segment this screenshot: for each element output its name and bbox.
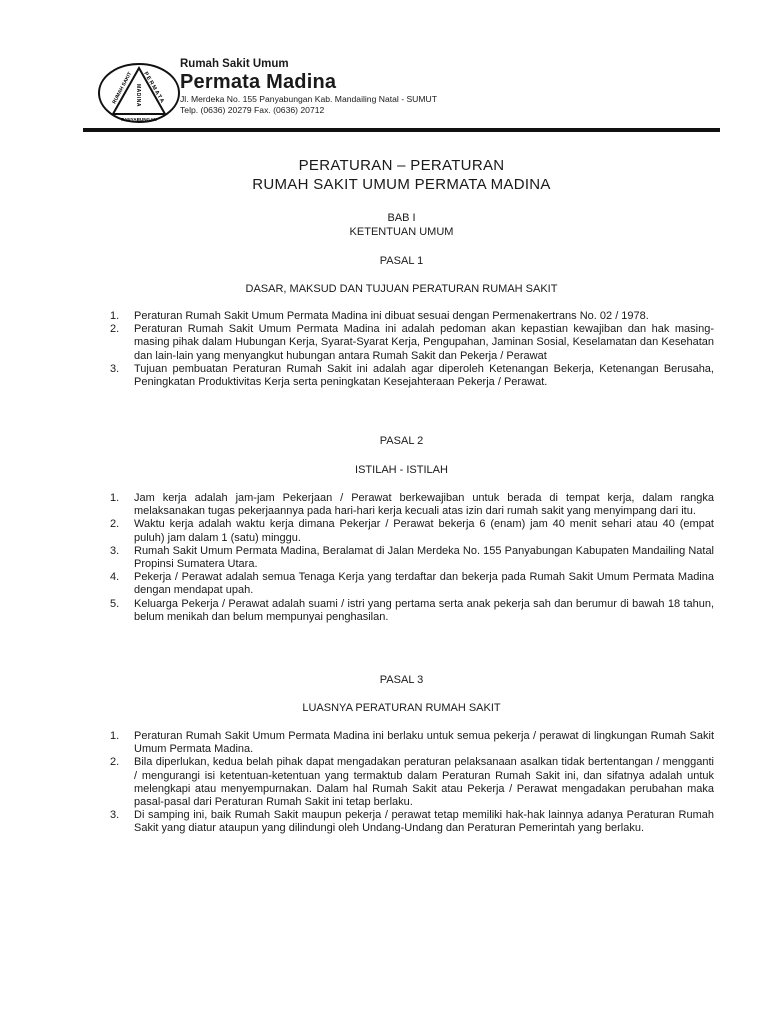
item-number: 5. — [110, 597, 120, 610]
letterhead-divider — [83, 128, 720, 132]
list-item — [110, 363, 714, 389]
item-text: Keluarga Pekerja / Perawat adalah suami / istri yang pertama serta anak pekerja sah dan berumur di bawah 18 tahun, belum menikah dan belum mempunyai penghasilan. — [134, 597, 714, 623]
pasal1-list — [110, 310, 714, 389]
item-number: 2. — [110, 756, 120, 769]
item-text: Waktu kerja adalah waktu kerja dimana Pekerjar / Perawat bekerja 6 (enam) jam 40 menit sehari atau 40 (empat puluh) jam dalam 1 (satu) minggu. — [134, 518, 714, 544]
pasal2-list — [110, 492, 714, 624]
list-item — [110, 323, 714, 363]
list-item — [110, 545, 714, 571]
item-text: Bila diperlukan, kedua belah pihak dapat mengadakan peraturan pelaksanaan asalkan tidak bertentangan / mengganti / mengurangi isi ketentuan-ketentuan yang termaktub dalam Peraturan Rumah Sakit ini, dan sifatnya adalah untuk melengkapi atau menyempurnakan. Dalam hal Rumah Sakit atau Pekerja / Perawat mengadakan perubahan maka pasal-pasal dari Peraturan Rumah Sakit ini tetap berlaku. — [134, 756, 714, 809]
item-text: Peraturan Rumah Sakit Umum Permata Madina ini adalah pedoman akan kepastian kewajiban dan hak masing-masing pihak dalam Hubungan Kerja, Syarat-Syarat Kerja, Pengupahan, Jaminan Sosial, Keselamatan dan Kesehatan dan lain-lain yang menyangkut hubungan antara Rumah Sakit dan Pekerja / Perawat — [134, 323, 714, 362]
list-item — [110, 518, 714, 544]
item-number: 2. — [110, 518, 120, 531]
item-number: 2. — [110, 323, 120, 336]
document-title-line1: PERATURAN – PERATURAN — [298, 157, 505, 174]
pasal3-subheading: LUASNYA PERATURAN RUMAH SAKIT — [302, 702, 501, 714]
pasal3-list — [110, 730, 714, 836]
hospital-type: Rumah Sakit Umum — [180, 58, 289, 70]
list-item — [110, 598, 714, 624]
list-item — [110, 809, 714, 835]
bab-name: KETENTUAN UMUM — [349, 226, 454, 238]
hospital-phone: Telp. (0636) 20279 Fax. (0636) 20712 — [180, 105, 325, 115]
hospital-logo — [97, 62, 181, 124]
logo-center-text: MADINA — [135, 84, 141, 107]
document-title-line2: RUMAH SAKIT UMUM PERMATA MADINA — [252, 176, 551, 193]
list-item — [110, 492, 714, 518]
item-text: Peraturan Rumah Sakit Umum Permata Madina ini berlaku untuk semua pekerja / perawat di lingkungan Rumah Sakit Umum Permata Madina. — [134, 730, 714, 756]
pasal3-heading: PASAL 3 — [379, 674, 424, 686]
item-number: 3. — [110, 544, 120, 557]
logo-right-text: PERMATA — [142, 71, 166, 106]
item-number: 1. — [110, 492, 120, 504]
list-item — [110, 310, 714, 323]
pasal2-heading: PASAL 2 — [379, 435, 424, 447]
letterhead — [83, 58, 723, 134]
hospital-address: Jl. Merdeka No. 155 Panyabungan Kab. Mandailing Natal - SUMUT — [180, 94, 437, 104]
item-text: Peraturan Rumah Sakit Umum Permata Madina ini dibuat sesuai dengan Permenakertrans No. 02 / 1978. — [134, 310, 649, 322]
list-item — [110, 730, 714, 756]
pasal1-subheading: DASAR, MAKSUD DAN TUJUAN PERATURAN RUMAH SAKIT — [245, 283, 558, 295]
item-number: 4. — [110, 571, 120, 584]
list-item — [110, 571, 714, 597]
hospital-name: Permata Madina — [180, 71, 337, 93]
item-text: Pekerja / Perawat adalah semua Tenaga Kerja yang terdaftar dan bekerja pada Rumah Sakit Umum Permata Madina dengan mendapat upah. — [134, 571, 714, 597]
bab-number: BAB I — [387, 212, 416, 224]
logo-left-text: RUMAH SAKIT — [111, 71, 134, 105]
item-text: Di samping ini, baik Rumah Sakit maupun pekerja / perawat tetap memiliki hak-hak lainnya adanya Peraturan Rumah Sakit yang diatur ataupun yang dilindungi oleh Undang-Undang dan Peraturan Pemerintah yang berlaku. — [134, 809, 714, 835]
list-item — [110, 756, 714, 809]
item-number: 1. — [110, 730, 120, 742]
item-text: Jam kerja adalah jam-jam Pekerjaan / Perawat berkewajiban untuk berada di tempat kerja, dalam rangka melaksanakan tugas pekerjaannya pada hari-hari kerja kecuali atas izin dari rumah sakit yang menyimpang dari itu. — [134, 492, 714, 518]
item-number: 3. — [110, 362, 120, 375]
item-number: 3. — [110, 809, 120, 822]
pasal1-heading: PASAL 1 — [379, 255, 424, 267]
item-number: 1. — [110, 310, 120, 322]
item-text: Tujuan pembuatan Peraturan Rumah Sakit ini adalah agar diperoleh Ketenangan Bekerja, Ketenangan Berusaha, Peningkatan Produktivitas Kerja serta peningkatan Kesejahteraan Pekerja / Perawat. — [134, 362, 714, 389]
hospital-info — [180, 58, 437, 116]
logo-bottom-text: PANYABUNGAN — [121, 117, 157, 122]
item-text: Rumah Sakit Umum Permata Madina, Beralamat di Jalan Merdeka No. 155 Panyabungan Kabupaten Mandailing Natal Propinsi Sumatera Utara. — [134, 544, 714, 571]
pasal2-subheading: ISTILAH - ISTILAH — [355, 464, 448, 476]
